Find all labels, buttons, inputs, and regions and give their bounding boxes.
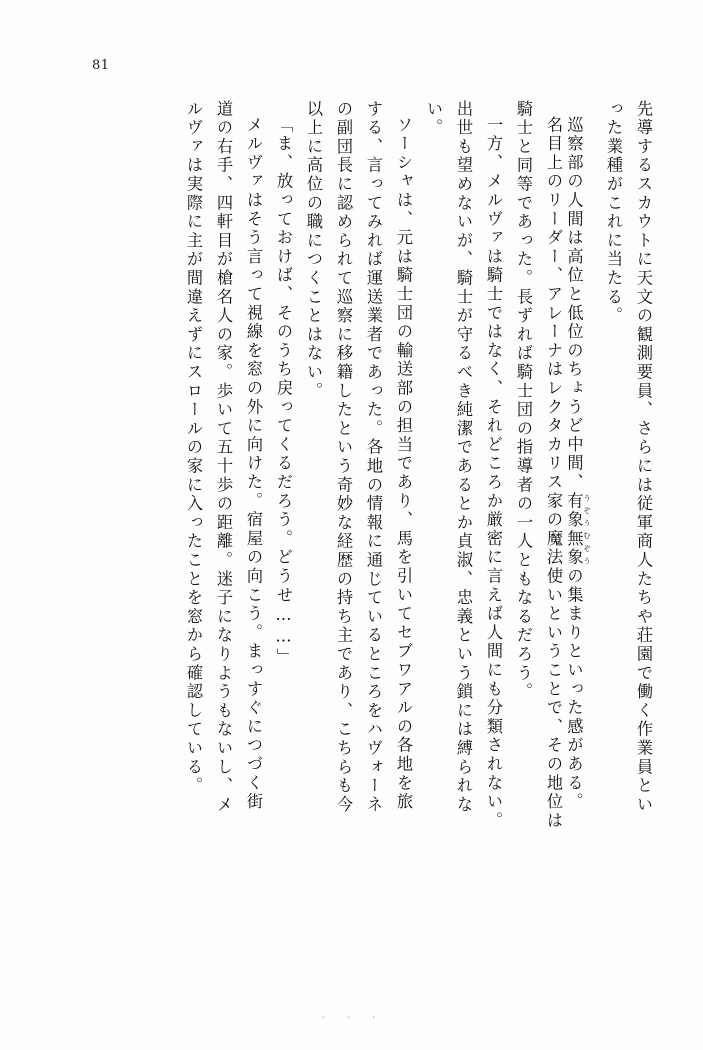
- text-line: 一方、メルヴァは騎士ではなく、それどころか厳密に言えば人間にも分類されない。: [484, 116, 503, 831]
- ruby-annotation: 有象無象 うぞうむぞう: [564, 492, 592, 568]
- text-line: 名目上のリーダー、アレーナはレクタカリス家の魔法使いということで、その地位は: [544, 116, 563, 831]
- text-line: 巡察部の人間は高位と低位のちょうど中間、有象無象 うぞうむぞうの集まりといった感がある。: [564, 116, 592, 812]
- text-line: ソーシャは、元は騎士団の輸送部の担当であり、馬を引いてセブワアルの各地を旅: [394, 116, 413, 812]
- text-line: 道の右手、四軒目が槍名人の家。歩いて五十歩の距離。迷子になりようもないし、メ: [214, 100, 233, 815]
- text-line: 騎士と同等であった。長ずれば騎士団の指導者の一人ともなるだろう。: [514, 100, 533, 702]
- text-line: 「ま、放っておけば、そのうち戻ってくるだろう。どうせ……」: [274, 116, 293, 667]
- footer-ornament: ・ ・ ・: [318, 1013, 385, 1024]
- text-line: 先導するスカウトに天文の観測要員、さらには従軍商人たちや荘園で働く作業員とい: [634, 100, 653, 815]
- text-line: い。: [424, 100, 443, 138]
- vertical-text-block: [58, 100, 651, 930]
- text-line: の副団長に認められて巡察に移籍したという奇妙な経歴の持ち主であり、こちらも今: [334, 100, 353, 815]
- page-number: 81: [92, 58, 110, 73]
- text-line: する、言ってみれば運送業者であった。各地の情報に通じているところをハヴォーネ: [364, 100, 383, 815]
- text-line: 以上に高位の職につくことはない。: [304, 100, 323, 401]
- text-line: 出世も望めないが、騎士が守るべき純潔であるとか貞淑、忠義という鎖には縛られな: [454, 100, 473, 815]
- text-line: ルヴァは実際に主が間違えずにスロールの家に入ったことを窓から確認している。: [184, 100, 203, 796]
- text-line: った業種がこれに当たる。: [604, 100, 623, 326]
- text-line: メルヴァはそう言って視線を窓の外に向けた。宿屋の向こう。まっすぐにつづく街: [244, 116, 263, 812]
